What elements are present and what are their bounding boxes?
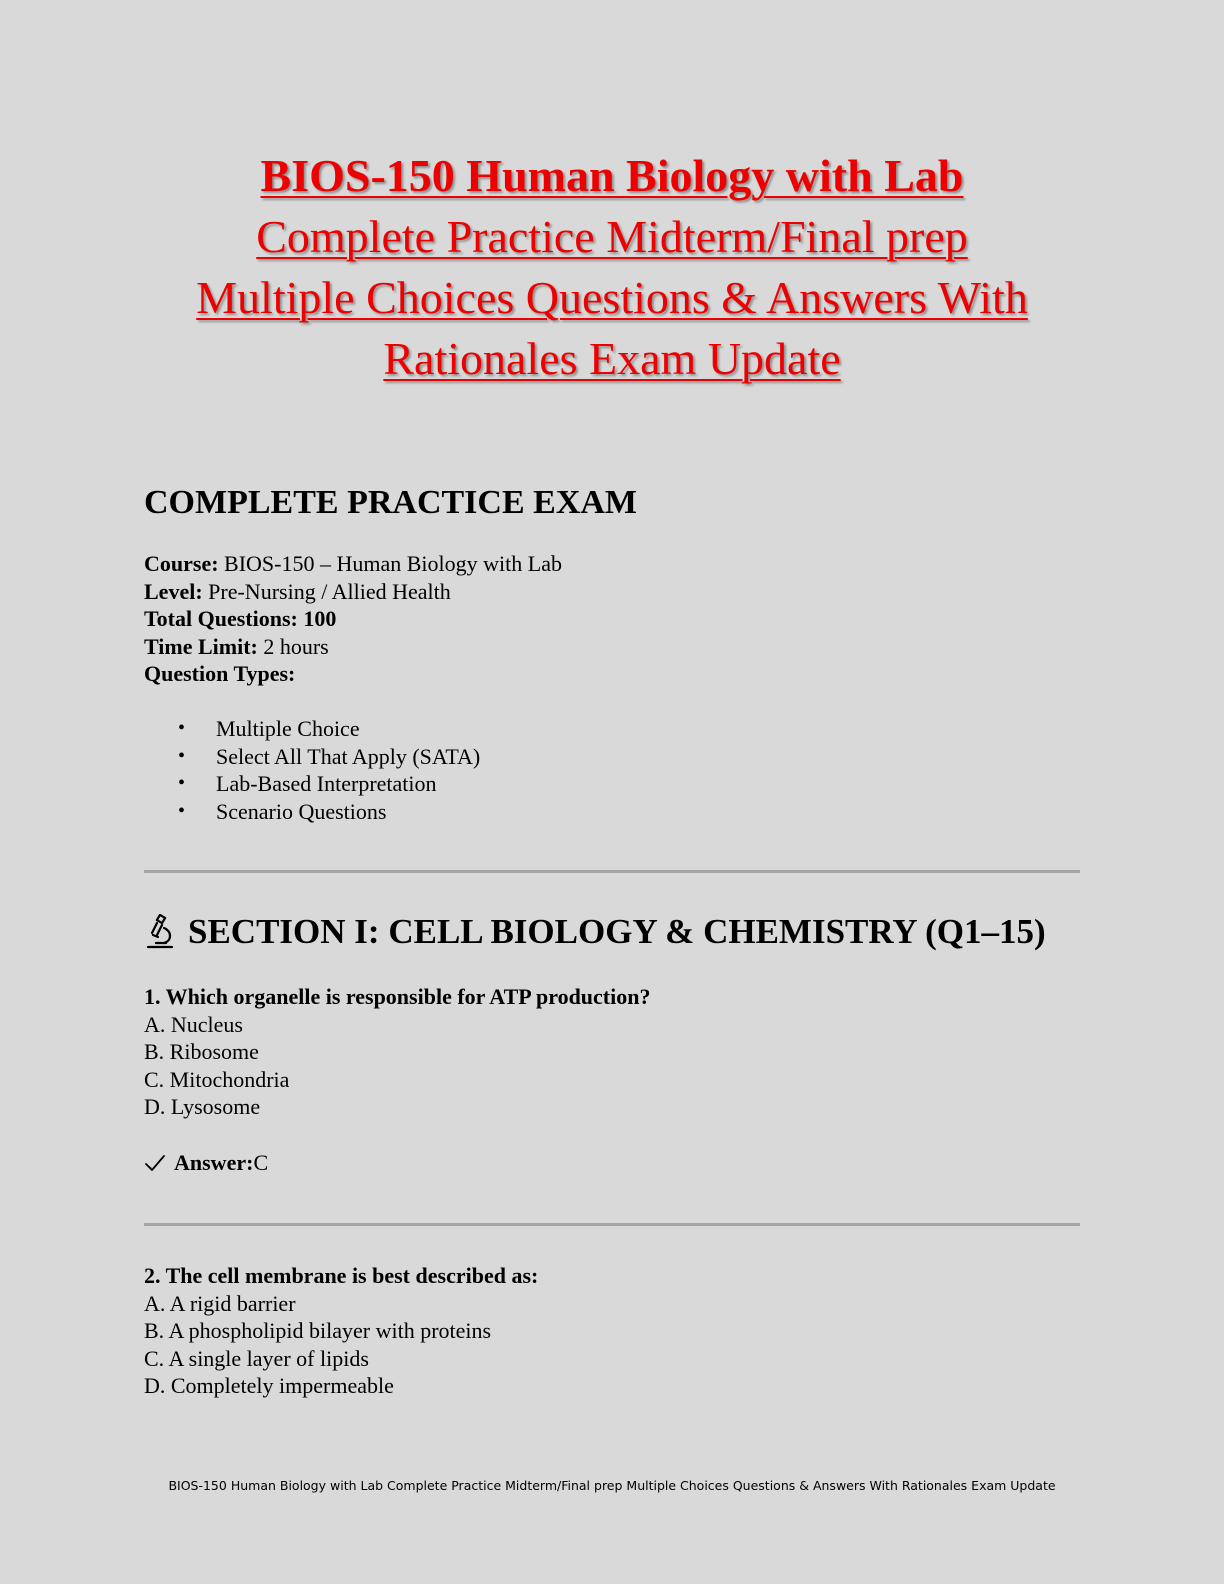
title-line-3: Multiple Choices Questions & Answers With [196, 272, 1028, 323]
option-c: C. Mitochondria [144, 1066, 290, 1092]
bullet-icon: • [178, 772, 186, 794]
bullet-icon: • [178, 744, 186, 767]
microscope-icon [144, 914, 176, 950]
divider [144, 1223, 1080, 1226]
title-line-2: Complete Practice Midterm/Final prep [256, 211, 968, 262]
option-d: D. Completely impermeable [144, 1373, 394, 1398]
list-item-text: Scenario Questions [216, 798, 387, 824]
meta-time [144, 633, 562, 661]
question-types-list [144, 715, 480, 825]
bullet-icon: • [178, 799, 186, 822]
list-item-text: Multiple Choice [216, 716, 360, 741]
option-d: D. Lysosome [144, 1094, 261, 1119]
option-c: C. A single layer of lipids [144, 1345, 369, 1371]
answer-value: C [253, 1150, 269, 1175]
meta-course-label: Course: [144, 551, 219, 576]
meta-time-label: Time Limit: [144, 633, 258, 659]
meta-level-label: Level: [144, 578, 203, 604]
page-footer: BIOS-150 Human Biology with Lab Complete Practice Midterm/Final prep Multiple Choices Questions & Answers With Rationales Exam Update [168, 1478, 1056, 1493]
title-line-1: BIOS-150 Human Biology with Lab [260, 150, 964, 201]
list-item-text: Select All That Apply (SATA) [216, 743, 481, 769]
option-a: A. A rigid barrier [144, 1290, 296, 1316]
option-b: B. Ribosome [144, 1039, 259, 1064]
meta-level [144, 578, 562, 606]
list-item [144, 770, 480, 798]
section-heading [144, 912, 1046, 952]
meta-time-value: 2 hours [257, 633, 329, 659]
meta-course-value: BIOS-150 – Human Biology with Lab [218, 551, 562, 576]
section-title: SECTION I: CELL BIOLOGY & CHEMISTRY (Q1–15) [188, 912, 1046, 951]
meta-question-types-label: Question Types: [144, 661, 296, 686]
exam-heading: COMPLETE PRACTICE EXAM [144, 484, 638, 521]
option-b: B. A phospholipid bilayer with proteins [144, 1318, 492, 1343]
list-item [144, 743, 480, 771]
question-2 [144, 1262, 538, 1400]
meta-total-questions: Total Questions: 100 [144, 606, 337, 631]
list-item-text: Lab-Based Interpretation [216, 771, 437, 796]
divider [144, 870, 1080, 873]
question-prompt: 1. Which organelle is responsible for ATP production? [144, 984, 651, 1009]
exam-meta [144, 550, 562, 688]
question-prompt: 2. The cell membrane is best described as: [144, 1263, 539, 1288]
document-title [100, 145, 1124, 389]
meta-course [144, 550, 562, 578]
list-item [144, 715, 480, 743]
bullet-icon: • [178, 717, 186, 739]
meta-level-value: Pre-Nursing / Allied Health [202, 578, 451, 604]
option-a: A. Nucleus [144, 1011, 243, 1037]
answer-label: Answer: [174, 1150, 254, 1175]
answer-line [144, 1150, 268, 1176]
question-1 [144, 983, 650, 1121]
title-line-4: Rationales Exam Update [383, 333, 841, 384]
list-item [144, 798, 480, 826]
checkmark-icon [144, 1153, 166, 1173]
